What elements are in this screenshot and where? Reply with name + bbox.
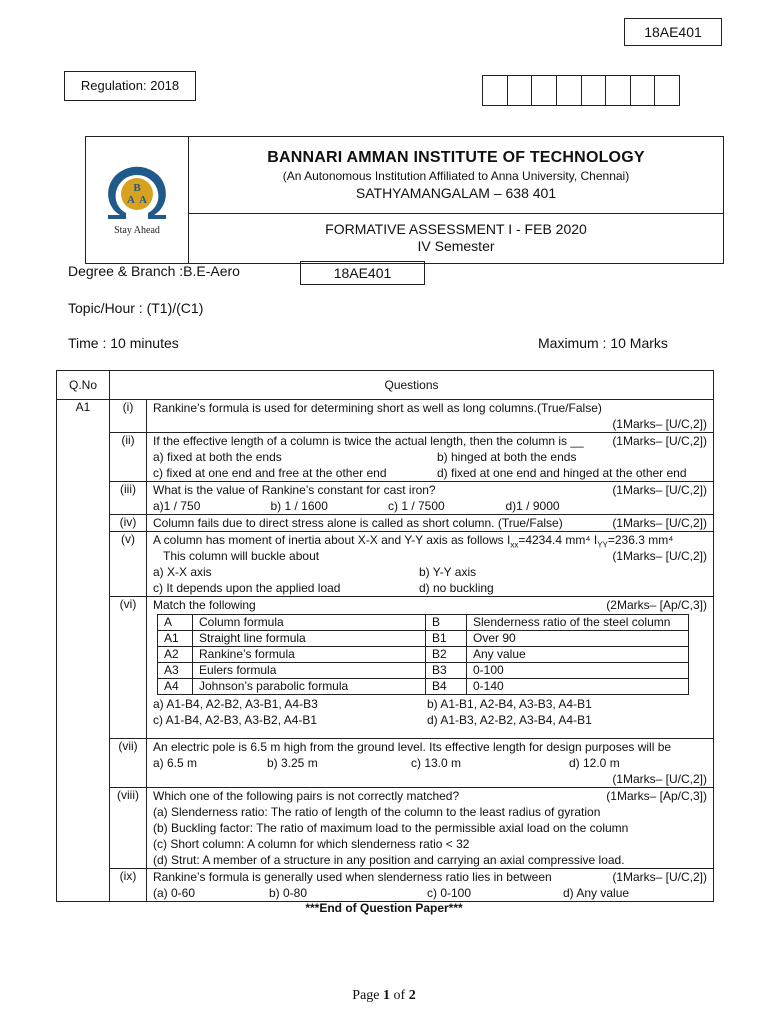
question-number: (vii) — [110, 739, 147, 788]
question-i: Rankine’s formula is used for determining short as well as long columns.(True/False) (1Marks– [U/C,2]) — [147, 400, 714, 433]
question-number: (iii) — [110, 482, 147, 515]
regulation-box: Regulation: 2018 — [64, 71, 196, 101]
question-vii: An electric pole is 6.5 m high from the ground level. Its effective length for design purposes will be a) 6.5 m b) 3.25 m c) 13.0 m d) 12.0 m (1Marks– [U/C,2]) — [147, 739, 714, 788]
register-number-boxes — [482, 75, 680, 106]
reg-digit-cell — [631, 76, 656, 105]
question-number: (iv) — [110, 515, 147, 532]
qno-header: Q.No — [57, 371, 110, 400]
topic-hour: Topic/Hour : (T1)/(C1) — [68, 300, 204, 316]
qno-cell: A1 — [57, 400, 110, 902]
page-number: Page 1 of 2 — [352, 988, 416, 1003]
place: SATHYAMANGALAM – 638 401 — [355, 185, 557, 201]
reg-digit-cell — [532, 76, 557, 105]
institute-name: BANNARI AMMAN INSTITUTE OF TECHNOLOGY — [267, 149, 645, 166]
question-viii: Which one of the following pairs is not correctly matched? (1Marks– [Ap/C,3]) (a) Slenderness ratio: The ratio of length of the column to the least radius of gyration (b) Buckling factor: The ratio of maximum load to the permissible axial load on the column (c) Short column: A column for which slenderness ratio < 32 (d) Strut: A member of a structure in any position and carrying an axial compressive load. — [147, 788, 714, 869]
match-row: A4 Johnson’s parabolic formula B4 0-140 — [158, 679, 689, 695]
exam-title: FORMATIVE ASSESSMENT I - FEB 2020 — [325, 221, 587, 237]
maximum-marks: Maximum : 10 Marks — [538, 335, 668, 351]
reg-digit-cell — [582, 76, 607, 105]
svg-text:A: A — [127, 194, 135, 206]
course-code-box: 18AE401 — [624, 18, 722, 46]
question-iii: What is the value of Rankine’s constant for cast iron? (1Marks– [U/C,2]) a)1 / 750 b) 1 / 1600 c) 1 / 7500 d)1 / 9000 — [147, 482, 714, 515]
question-vi: Match the following (2Marks– [Ap/C,3]) A Column formula B Slenderness ratio of the steel column A1 Straight line formula B1 Over 90 A2 Rankine’s formula B2 Any value A3 Eulers formula B3 0-100 A4 Johnson’s parabolic formula B4 0-140 a) A1-B4, A2-B2, A3-B1, A4-B3 b) A1-B1, A2-B4, A3-B3, A4-B1 c) A1-B4, A2-B3, A3-B2, A4-B1 d) A1-B3, A2-B2, A3-B4, A4-B1 — [147, 597, 714, 739]
match-table — [157, 614, 689, 695]
question-number: (v) — [110, 532, 147, 597]
semester: IV Semester — [417, 238, 495, 254]
question-ii: If the effective length of a column is twice the actual length, then the column is __ (1Marks– [U/C,2]) a) fixed at both the ends b) hinged at both the ends c) fixed at one end and free at the other end d) fixed at one end and hinged at the other end — [147, 433, 714, 482]
question-number: (vi) — [110, 597, 147, 739]
questions-header: Questions — [110, 371, 714, 400]
reg-digit-cell — [508, 76, 533, 105]
affiliation: (An Autonomous Institution Affiliated to Anna University, Chennai) — [282, 169, 630, 183]
reg-digit-cell — [655, 76, 679, 105]
question-table — [56, 370, 714, 902]
svg-text:Stay Ahead: Stay Ahead — [114, 225, 160, 236]
time-allowed: Time : 10 minutes — [68, 335, 179, 351]
subject-code-box: 18AE401 — [300, 261, 425, 285]
svg-text:B: B — [133, 182, 141, 194]
question-number: (i) — [110, 400, 147, 433]
omega-logo-icon — [86, 137, 188, 263]
question-number: (viii) — [110, 788, 147, 869]
reg-digit-cell — [557, 76, 582, 105]
question-number: (ii) — [110, 433, 147, 482]
match-row: A3 Eulers formula B3 0-100 — [158, 663, 689, 679]
institute-logo — [86, 137, 189, 263]
match-row: A2 Rankine’s formula B2 Any value — [158, 647, 689, 663]
match-row: A Column formula B Slenderness ratio of the steel column — [158, 615, 689, 631]
match-row: A1 Straight line formula B1 Over 90 — [158, 631, 689, 647]
question-ix: Rankine’s formula is generally used when slenderness ratio lies in between (1Marks– [U/C,2]) (a) 0-60 b) 0-80 c) 0-100 d) Any value — [147, 869, 714, 902]
question-number: (ix) — [110, 869, 147, 902]
institute-header — [85, 136, 724, 264]
question-v: A column has moment of inertia about X-X and Y-Y axis as follows $I_{xx}=4234.4$ mm⁴ $I_{YY}=236.3$ mm⁴ This column will buckle about (1Marks– [U/C,2]) a) X-X axis b) Y-Y axis c) It depends upon the applied load d) no buckling — [147, 532, 714, 597]
end-of-paper: ***End of Question Paper*** — [305, 901, 463, 915]
reg-digit-cell — [606, 76, 631, 105]
degree-branch: Degree & Branch :B.E-Aero — [68, 263, 240, 279]
svg-text:A: A — [139, 194, 147, 206]
question-iv: Column fails due to direct stress alone is called as short column. (True/False) (1Marks– [U/C,2]) — [147, 515, 714, 532]
reg-digit-cell — [483, 76, 508, 105]
